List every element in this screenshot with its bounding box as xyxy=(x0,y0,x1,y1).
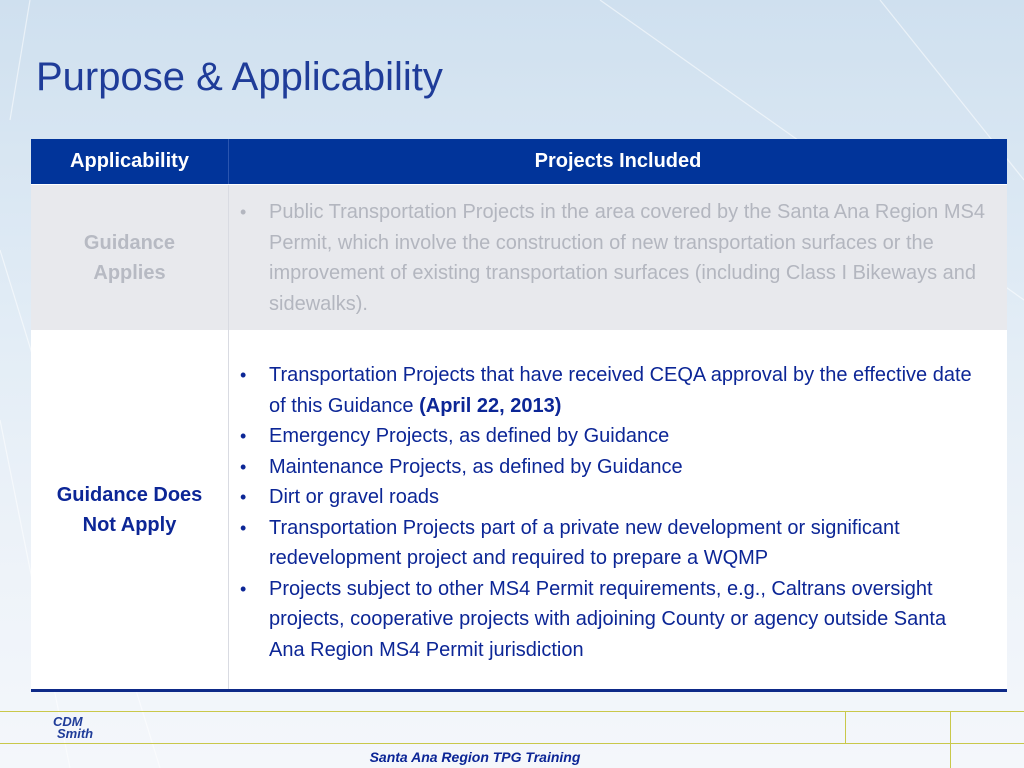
footer-divider xyxy=(845,711,846,744)
bullet-icon: • xyxy=(240,202,247,222)
bullet-icon: • xyxy=(240,487,247,507)
list-item: • Emergency Projects, as defined by Guidance xyxy=(269,421,985,452)
row-label-guidance-does-not-apply: Guidance Does Not Apply xyxy=(31,330,229,689)
row-content xyxy=(229,185,1007,330)
list-item: • Public Transportation Projects in the area covered by the Santa Ana Region MS4 Permit, which involve the construction of new transportation surfaces or the improvement of existing transportation surfaces (including Class I Bikeways and sidewalks). xyxy=(269,197,985,319)
footer-divider xyxy=(950,711,951,768)
column-header-applicability: Applicability xyxy=(31,139,229,184)
bullet-icon: • xyxy=(240,426,247,446)
footer-divider xyxy=(0,743,1024,744)
list-item: • Transportation Projects part of a private new development or significant redevelopment project and required to prepare a WQMP xyxy=(269,513,985,574)
applicability-table xyxy=(31,139,1007,692)
table-header xyxy=(31,139,1007,184)
footer-divider xyxy=(0,711,1024,712)
bullet-icon: • xyxy=(240,578,247,599)
cdm-smith-logo: CDM Smith xyxy=(53,714,94,741)
page-title: Purpose & Applicability xyxy=(36,55,443,99)
table-row xyxy=(31,330,1007,689)
list-item: • Projects subject to other MS4 Permit requirements, e.g., Caltrans oversight projects, cooperative projects with adjoining County or agency outside Santa Ana Region MS4 Permit jurisdiction xyxy=(269,574,985,666)
list-item: • Dirt or gravel roads xyxy=(269,482,985,513)
row-label-guidance-applies: Guidance Applies xyxy=(31,185,229,330)
bullet-icon: • xyxy=(240,365,247,385)
bullet-list xyxy=(240,360,985,665)
bullet-icon: • xyxy=(240,517,247,538)
footer-text: Santa Ana Region TPG Training xyxy=(369,749,581,765)
approval-date: (April 22, 2013) xyxy=(419,394,562,417)
list-item: • Maintenance Projects, as defined by Guidance xyxy=(269,452,985,483)
bullet-list xyxy=(240,197,985,319)
table-row xyxy=(31,184,1007,330)
row-content xyxy=(229,330,1007,689)
column-header-projects-included: Projects Included xyxy=(534,150,702,172)
bullet-icon: • xyxy=(240,456,247,477)
list-item: • Transportation Projects that have received CEQA approval by the effective date of this Guidance (April 22, 2013) xyxy=(269,360,985,421)
